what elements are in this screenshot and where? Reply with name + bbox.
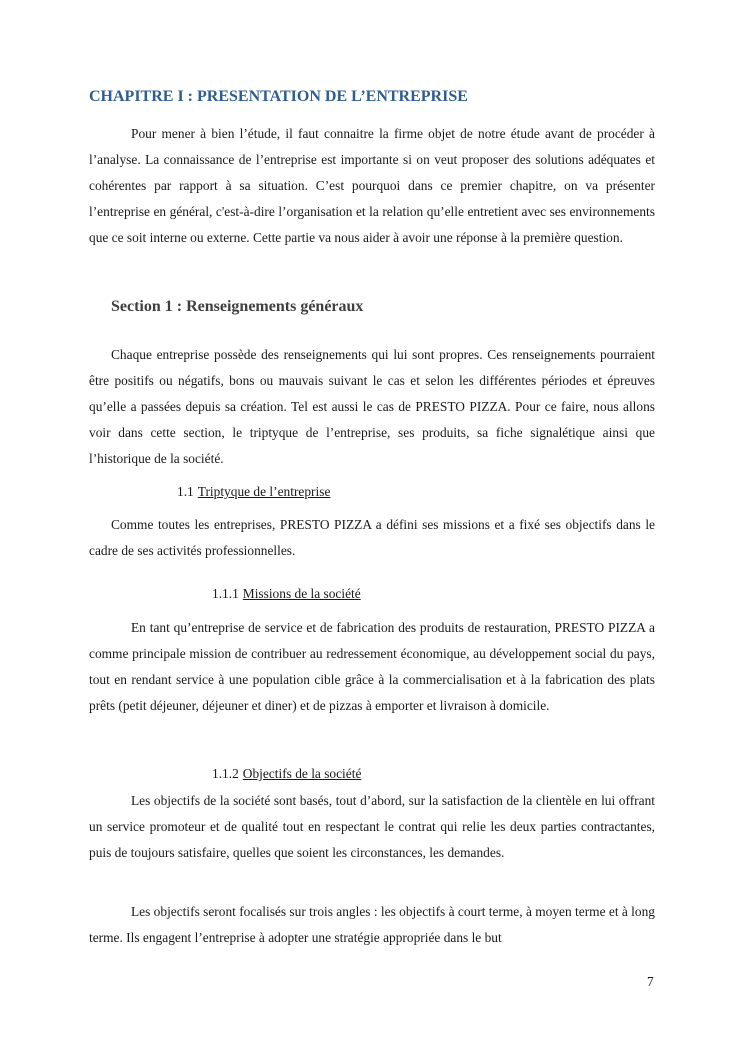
subsection-title: Objectifs de la société xyxy=(242,766,362,781)
intro-paragraph: Pour mener à bien l’étude, il faut connaitre la firme objet de notre étude avant de procéder à l’analyse. La connaissance de l’entreprise est importante si on veut proposer des solutions adéquates et cohérentes par rapport à sa situation. C’est pourquoi dans ce premier chapitre, on va présenter l’entreprise en général, c'est-à-dire l’organisation et la relation qu’elle entretient avec ses environnements que ce soit interne ou externe. Cette partie va nous aider à avoir une réponse à la première question. xyxy=(89,126,655,245)
subsection-number: 1.1.1 xyxy=(212,586,239,601)
missions-paragraph: En tant qu’entreprise de service et de fabrication des produits de restauration, PRESTO PIZZA a comme principale mission de contribuer au redressement économique, au développement social du pays, tout en rendant service à une population cible grâce à la commercialisation et à la fabrication des plats prêts (petit déjeuner, déjeuner et diner) et de pizzas à emporter et livraison à domicile. xyxy=(89,620,655,713)
subsection-title: Missions de la société xyxy=(242,586,361,601)
subsection-number: 1.1.2 xyxy=(212,766,239,781)
subsection-title: Triptyque de l’entreprise xyxy=(197,484,331,499)
chapter-title: CHAPITRE I : PRESENTATION DE L’ENTREPRISE xyxy=(89,88,468,105)
subsection-1-1-1-heading xyxy=(212,586,361,602)
objectifs-paragraph-1: Les objectifs de la société sont basés, tout d’abord, sur la satisfaction de la clientèle en lui offrant un service promoteur et de qualité tout en respectant le contrat qui relie les deux parties contractantes, puis de toujours satisfaire, quelles que soient les circonstances, les demandes. xyxy=(89,793,655,860)
subsection-number: 1.1 xyxy=(177,484,194,499)
triptyque-paragraph: Comme toutes les entreprises, PRESTO PIZZA a défini ses missions et a fixé ses objectifs dans le cadre de ses activités professionnelles. xyxy=(89,517,655,558)
page-number: 7 xyxy=(647,974,654,989)
subsection-1-1-2-heading xyxy=(212,766,361,782)
section-title: Section 1 : Renseignements généraux xyxy=(111,298,364,315)
objectifs-paragraph-2: Les objectifs seront focalisés sur trois angles : les objectifs à court terme, à moyen terme et à long terme. Ils engagent l’entreprise à adopter une stratégie appropriée dans le but xyxy=(89,904,655,945)
subsection-1-1-heading xyxy=(177,484,330,500)
section-paragraph: Chaque entreprise possède des renseignements qui lui sont propres. Ces renseignements pourraient être positifs ou négatifs, bons ou mauvais suivant le cas et selon les différentes périodes et épreuves qu’elle a passées depuis sa création. Tel est aussi le cas de PRESTO PIZZA. Pour ce faire, nous allons voir dans cette section, le triptyque de l’entreprise, ses produits, sa fiche signalétique ainsi que l’historique de la société. xyxy=(89,347,655,466)
